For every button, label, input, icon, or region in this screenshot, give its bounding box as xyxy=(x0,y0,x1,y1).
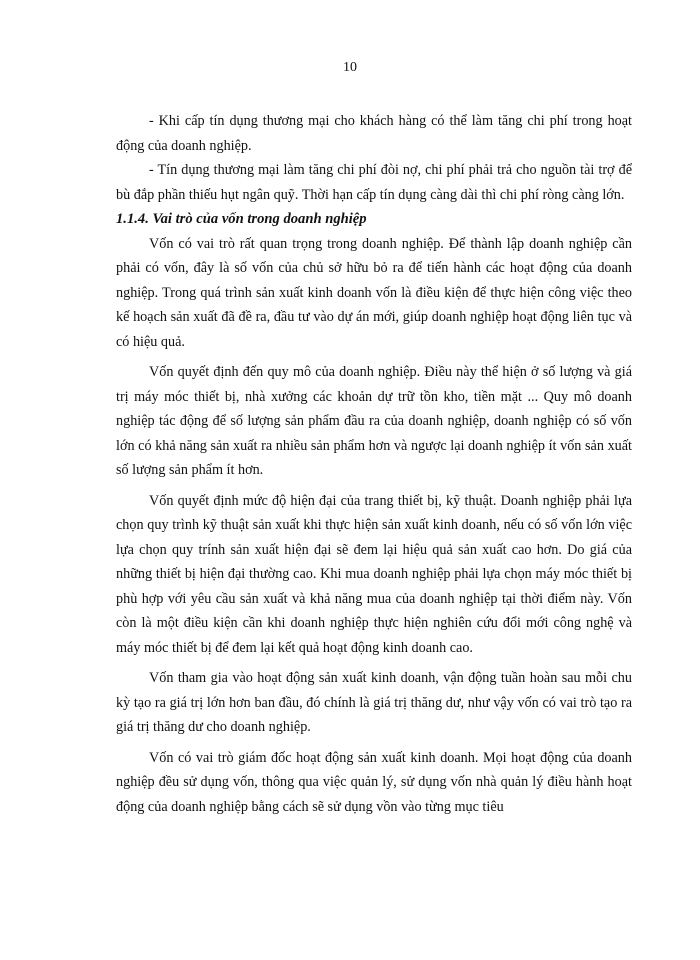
paragraph: Vốn quyết định mức độ hiện đại của trang thiết bị, kỹ thuật. Doanh nghiệp phải lựa chọn quy trình kỹ thuật sản xuất khi thực hiện sản xuất kinh doanh, nếu có số vốn lớn việc lựa chọn quy trính sản xuất hiện đại sẽ đem lại hiệu quả sản xuất cao hơn. Do giá của những thiết bị hiện đại thường cao. Khi mua doanh nghiệp phải lựa chọn máy móc thiết bị phù hợp với yêu cầu sản xuất và khả năng mua của doanh nghiệp tại thời điểm này. Vốn còn là một điều kiện cần khi doanh nghiệp thực hiện nghiên cứu đổi mới công nghệ và máy móc thiết bị để đem lại kết quả hoạt động kinh doanh cao. xyxy=(116,492,632,656)
paragraph: Vốn có vai trò rất quan trọng trong doanh nghiệp. Để thành lập doanh nghiệp cần phải có vốn, đây là số vốn của chủ sở hữu bỏ ra để tiến hành các hoạt động của doanh nghiệp. Trong quá trình sản xuất kinh doanh vốn là điều kiện để thực hiện công việc theo kế hoạch sản xuất đã đề ra, đầu tư vào dự án mới, giúp doanh nghiệp hoạt động liên tục và có hiệu quả. xyxy=(116,235,632,350)
page-number: 10 xyxy=(343,60,357,75)
paragraph: - Tín dụng thương mại làm tăng chi phí đòi nợ, chi phí phải trả cho nguồn tài trợ để bù đắp phần thiếu hụt ngân quỹ. Thời hạn cấp tín dụng càng dài thì chi phí ròng càng lớn. xyxy=(116,162,632,203)
document-body xyxy=(116,109,632,819)
section-heading: 1.1.4. Vai trò của vốn trong doanh nghiệp xyxy=(116,211,367,227)
paragraph: Vốn tham gia vào hoạt động sản xuất kinh doanh, vận động tuần hoàn sau mỗi chu kỳ tạo ra giá trị lớn hơn ban đầu, đó chính là giá trị thăng dư, như vậy vốn có vai trò tạo ra giá trị thăng dư cho doanh nghiệp. xyxy=(116,670,632,735)
paragraph: Vốn quyết định đến quy mô của doanh nghiệp. Điều này thể hiện ở số lượng và giá trị máy móc thiết bị, nhà xưởng các khoản dự trữ tồn kho, tiền mặt ... Quy mô doanh nghiệp tác động để số lượng sản phẩm đầu ra của doanh nghiệp, doanh nghiệp có số vốn lớn có khả năng sản xuất ra nhiều sản phẩm hơn và ngược lại doanh nghiệp ít vốn sản xuất số lượng sản phẩm ít hơn. xyxy=(116,364,632,478)
paragraph: Vốn có vai trò giám đốc hoạt động sản xuất kinh doanh. Mọi hoạt động của doanh nghiệp đều sử dụng vốn, thông qua việc quản lý, sử dụng vốn nhà quản lý điều hành hoạt động của doanh nghiệp bằng cách sẽ sử dụng vồn vào từng mục tiêu xyxy=(116,749,632,815)
paragraph: - Khi cấp tín dụng thương mại cho khách hàng có thể làm tăng chi phí trong hoạt động của doanh nghiệp. xyxy=(116,113,632,154)
